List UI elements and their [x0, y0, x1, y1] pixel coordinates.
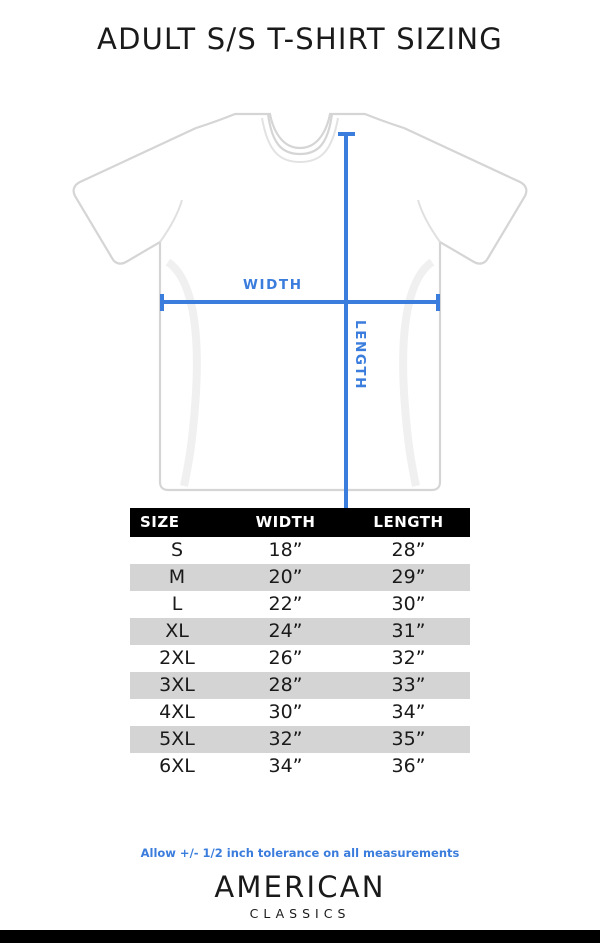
- cell-width: 20”: [224, 564, 347, 591]
- brand-name: AMERICAN: [214, 870, 386, 904]
- header-width: WIDTH: [224, 508, 347, 537]
- cell-size: 5XL: [130, 726, 224, 753]
- length-label: LENGTH: [352, 320, 368, 391]
- cell-width: 22”: [224, 591, 347, 618]
- brand-logo: [0, 870, 600, 921]
- cell-length: 36”: [347, 753, 470, 780]
- cell-length: 29”: [347, 564, 470, 591]
- cell-size: M: [130, 564, 224, 591]
- table-row: [130, 753, 470, 780]
- table-row: [130, 618, 470, 645]
- footer-bar: [0, 930, 600, 943]
- cell-length: 35”: [347, 726, 470, 753]
- cell-size: XL: [130, 618, 224, 645]
- cell-width: 32”: [224, 726, 347, 753]
- table-row: [130, 564, 470, 591]
- cell-length: 30”: [347, 591, 470, 618]
- table-row: [130, 537, 470, 564]
- cell-length: 32”: [347, 645, 470, 672]
- cell-width: 28”: [224, 672, 347, 699]
- table-row: [130, 726, 470, 753]
- header-size: SIZE: [130, 508, 224, 537]
- cell-width: 34”: [224, 753, 347, 780]
- table-row: [130, 672, 470, 699]
- cell-length: 33”: [347, 672, 470, 699]
- table-row: [130, 591, 470, 618]
- cell-width: 18”: [224, 537, 347, 564]
- page-title: ADULT S/S T-SHIRT SIZING: [97, 22, 503, 56]
- size-table: [130, 508, 470, 780]
- table-header-row: [130, 508, 470, 537]
- cell-length: 34”: [347, 699, 470, 726]
- table-row: [130, 699, 470, 726]
- cell-width: 30”: [224, 699, 347, 726]
- cell-size: 2XL: [130, 645, 224, 672]
- cell-size: S: [130, 537, 224, 564]
- cell-length: 31”: [347, 618, 470, 645]
- cell-size: L: [130, 591, 224, 618]
- brand-tagline: CLASSICS: [249, 906, 351, 921]
- header-length: LENGTH: [347, 508, 470, 537]
- tolerance-note: Allow +/- 1/2 inch tolerance on all measurements: [140, 846, 460, 860]
- cell-width: 26”: [224, 645, 347, 672]
- width-label: WIDTH: [243, 277, 303, 293]
- length-line-extension: [0, 436, 600, 512]
- size-table-container: [130, 508, 470, 860]
- cell-length: 28”: [347, 537, 470, 564]
- cell-size: 6XL: [130, 753, 224, 780]
- table-row: [130, 645, 470, 672]
- cell-width: 24”: [224, 618, 347, 645]
- cell-size: 3XL: [130, 672, 224, 699]
- cell-size: 4XL: [130, 699, 224, 726]
- tshirt-diagram: [0, 62, 600, 492]
